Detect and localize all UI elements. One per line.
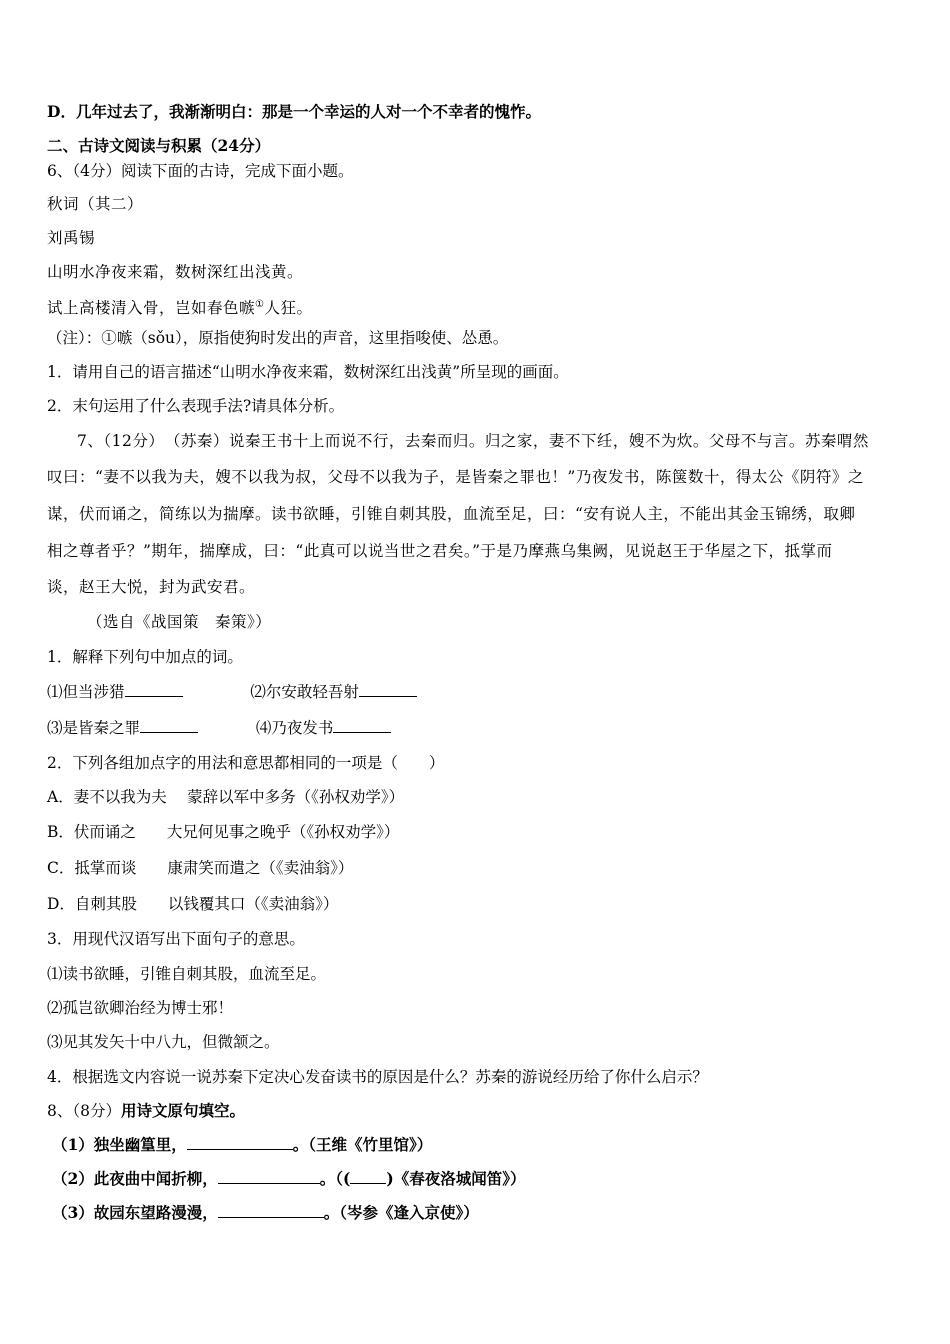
- q8-item-3: （3）故园东望路漫漫， 。（岑参《逢入京使》）: [52, 1203, 479, 1222]
- question-6-2: 2．末句运用了什么表现手法?请具体分析。: [47, 397, 345, 415]
- poem-author: 刘禹锡: [47, 229, 96, 247]
- answer-blank[interactable]: [140, 716, 198, 733]
- q7-1-items-row1: ⑴但当涉猎 ⑵尔安敢轻吾射: [47, 680, 417, 703]
- passage-line-1: 7、（12分） （苏秦）说秦王书十上而说不行，去秦而归。归之家，妻不下纴，嫂不为炊。父母不与言。苏秦喟然: [77, 432, 869, 450]
- passage-source: （选自《战国策 秦策》）: [87, 613, 272, 631]
- passage-line-4: 相之尊者乎？”期年，揣摩成，曰：“此真可以说当世之君矣。”于是乃摩燕乌集阙，见说赵王于华屋之下，抵掌而: [47, 542, 833, 560]
- option-d: D．自刺其股 以钱覆其口（《卖油翁》）: [47, 895, 339, 913]
- footnote-marker: ①: [255, 299, 265, 310]
- answer-blank[interactable]: [125, 680, 183, 697]
- q7-3-sentence-1: ⑴读书欲睡，引锥自刺其股，血流至足。: [47, 965, 327, 983]
- poem-line-2: 试上高楼清入骨，岂如春色嗾①人狂。: [47, 299, 313, 318]
- q7-1-items-row2: ⑶是皆秦之罪 ⑷乃夜发书: [47, 716, 391, 739]
- poem-note: （注）：①嗾（sǒu），原指使狗时发出的声音，这里指唆使、怂恿。: [47, 329, 509, 347]
- question-6-1: 1．请用自己的语言描述“山明水净夜来霜，数树深红出浅黄”所呈现的画面。: [47, 363, 569, 381]
- question-7-4: 4．根据选文内容说一说苏秦下定决心发奋读书的原因是什么？苏秦的游说经历给了你什么启示？: [47, 1068, 708, 1086]
- poem-title: 秋词（其二）: [47, 195, 144, 213]
- question-7-3: 3．用现代汉语写出下面句子的意思。: [47, 930, 305, 948]
- option-d-text: D．几年过去了，我渐渐明白：那是一个幸运的人对一个不幸者的愧怍。: [47, 102, 541, 121]
- fill-blank[interactable]: [187, 1133, 293, 1150]
- question-7-1: 1．解释下列句中加点的词。: [47, 648, 243, 666]
- fill-blank[interactable]: [218, 1167, 320, 1184]
- passage-line-2: 叹曰：“妻不以我为夫，嫂不以我为叔，父母不以我为子，是皆秦之罪也！”乃夜发书，陈箧数十，得太公《阴符》之: [47, 468, 864, 486]
- question-6: 6、（4分）阅读下面的古诗，完成下面小题。: [47, 162, 354, 180]
- section-heading: 二、古诗文阅读与积累（24分）: [47, 136, 271, 155]
- question-8: 8、（8分）用诗文原句填空。: [47, 1101, 245, 1120]
- answer-blank[interactable]: [359, 680, 417, 697]
- q8-item-2: （2）此夜曲中闻折柳， 。（( )《春夜洛城闻笛》）: [52, 1169, 526, 1188]
- option-a: A．妻不以我为夫 蒙辞以军中多务（《孙权劝学》）: [47, 788, 405, 806]
- passage-line-3: 谋，伏而诵之，简练以为揣摩。读书欲睡，引锥自刺其股，血流至足，曰：“安有说人主，不能出其金玉锦绣，取卿: [47, 505, 856, 523]
- author-blank[interactable]: [350, 1167, 386, 1184]
- q8-item-1: （1）独坐幽篁里， 。（王维《竹里馆》）: [52, 1135, 433, 1154]
- answer-blank[interactable]: [333, 716, 391, 733]
- fill-blank[interactable]: [218, 1201, 324, 1218]
- q7-3-sentence-3: ⑶见其发矢十中八九，但微颔之。: [47, 1033, 280, 1051]
- question-7-2: 2．下列各组加点字的用法和意思都相同的一项是（ ）: [47, 754, 445, 772]
- passage-line-5: 谈，赵王大悦，封为武安君。: [47, 578, 256, 596]
- option-c: C．抵掌而谈 康肃笑而遣之（《卖油翁》）: [47, 859, 354, 877]
- option-b: B．伏而诵之 大兄何见事之晚乎（《孙权劝学》）: [47, 823, 400, 841]
- q7-3-sentence-2: ⑵孤岂欲卿治经为博士邪！: [47, 999, 234, 1017]
- poem-line-1: 山明水净夜来霜，数树深红出浅黄。: [47, 263, 304, 281]
